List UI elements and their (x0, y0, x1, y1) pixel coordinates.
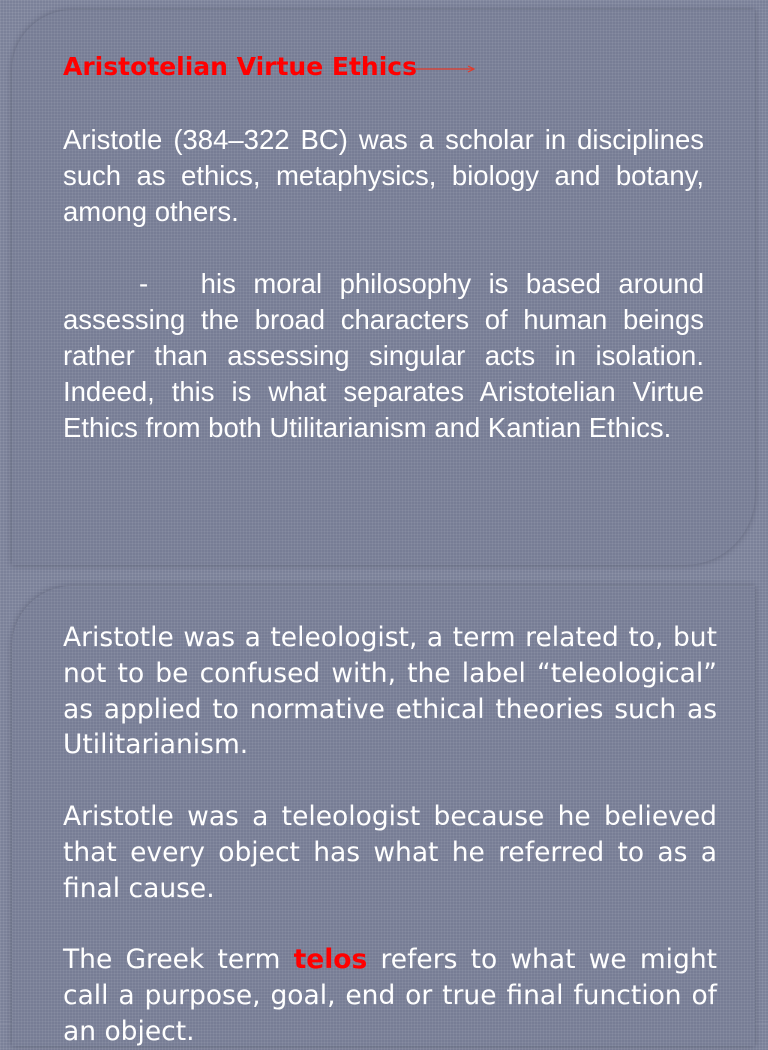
telos-highlight: telos (293, 944, 368, 976)
title-row (63, 50, 477, 84)
slide-title: Aristotelian Virtue Ethics (63, 52, 417, 81)
paragraph-3-before: The Greek term (63, 944, 294, 976)
slide1-paragraph-2-text: his moral philosophy is based around assessing the broad characters of human beings rather than assessing singular acts in isolation. Indeed, this is what separates Aristotelian Virtue Ethics from both Utilitarianism and Kantian Ethics. (63, 268, 704, 443)
slide2-body (63, 620, 717, 1050)
bullet-dash: - (139, 268, 149, 299)
slide1-paragraph-1: Aristotle (384–322 BC) was a scholar in disciplines such as ethics, metaphysics, biology and botany, among others. (63, 124, 704, 227)
slide2-paragraph-3 (63, 942, 717, 1049)
slide1-body (63, 122, 704, 446)
arrow-right-icon (415, 64, 477, 74)
slide2-paragraph-2: Aristotle was a teleologist because he believed that every object has what he referred to as a final cause. (63, 800, 717, 904)
slide1-paragraph-2 (63, 266, 704, 446)
paragraph-3-after: refers to what we might call a purpose, goal, end or true final function of an object. (63, 944, 718, 1047)
slide2-paragraph-1: Aristotle was a teleologist, a term related to, but not to be confused with, the label “teleological” as applied to normative ethical theories such as Utilitarianism. (63, 622, 717, 761)
